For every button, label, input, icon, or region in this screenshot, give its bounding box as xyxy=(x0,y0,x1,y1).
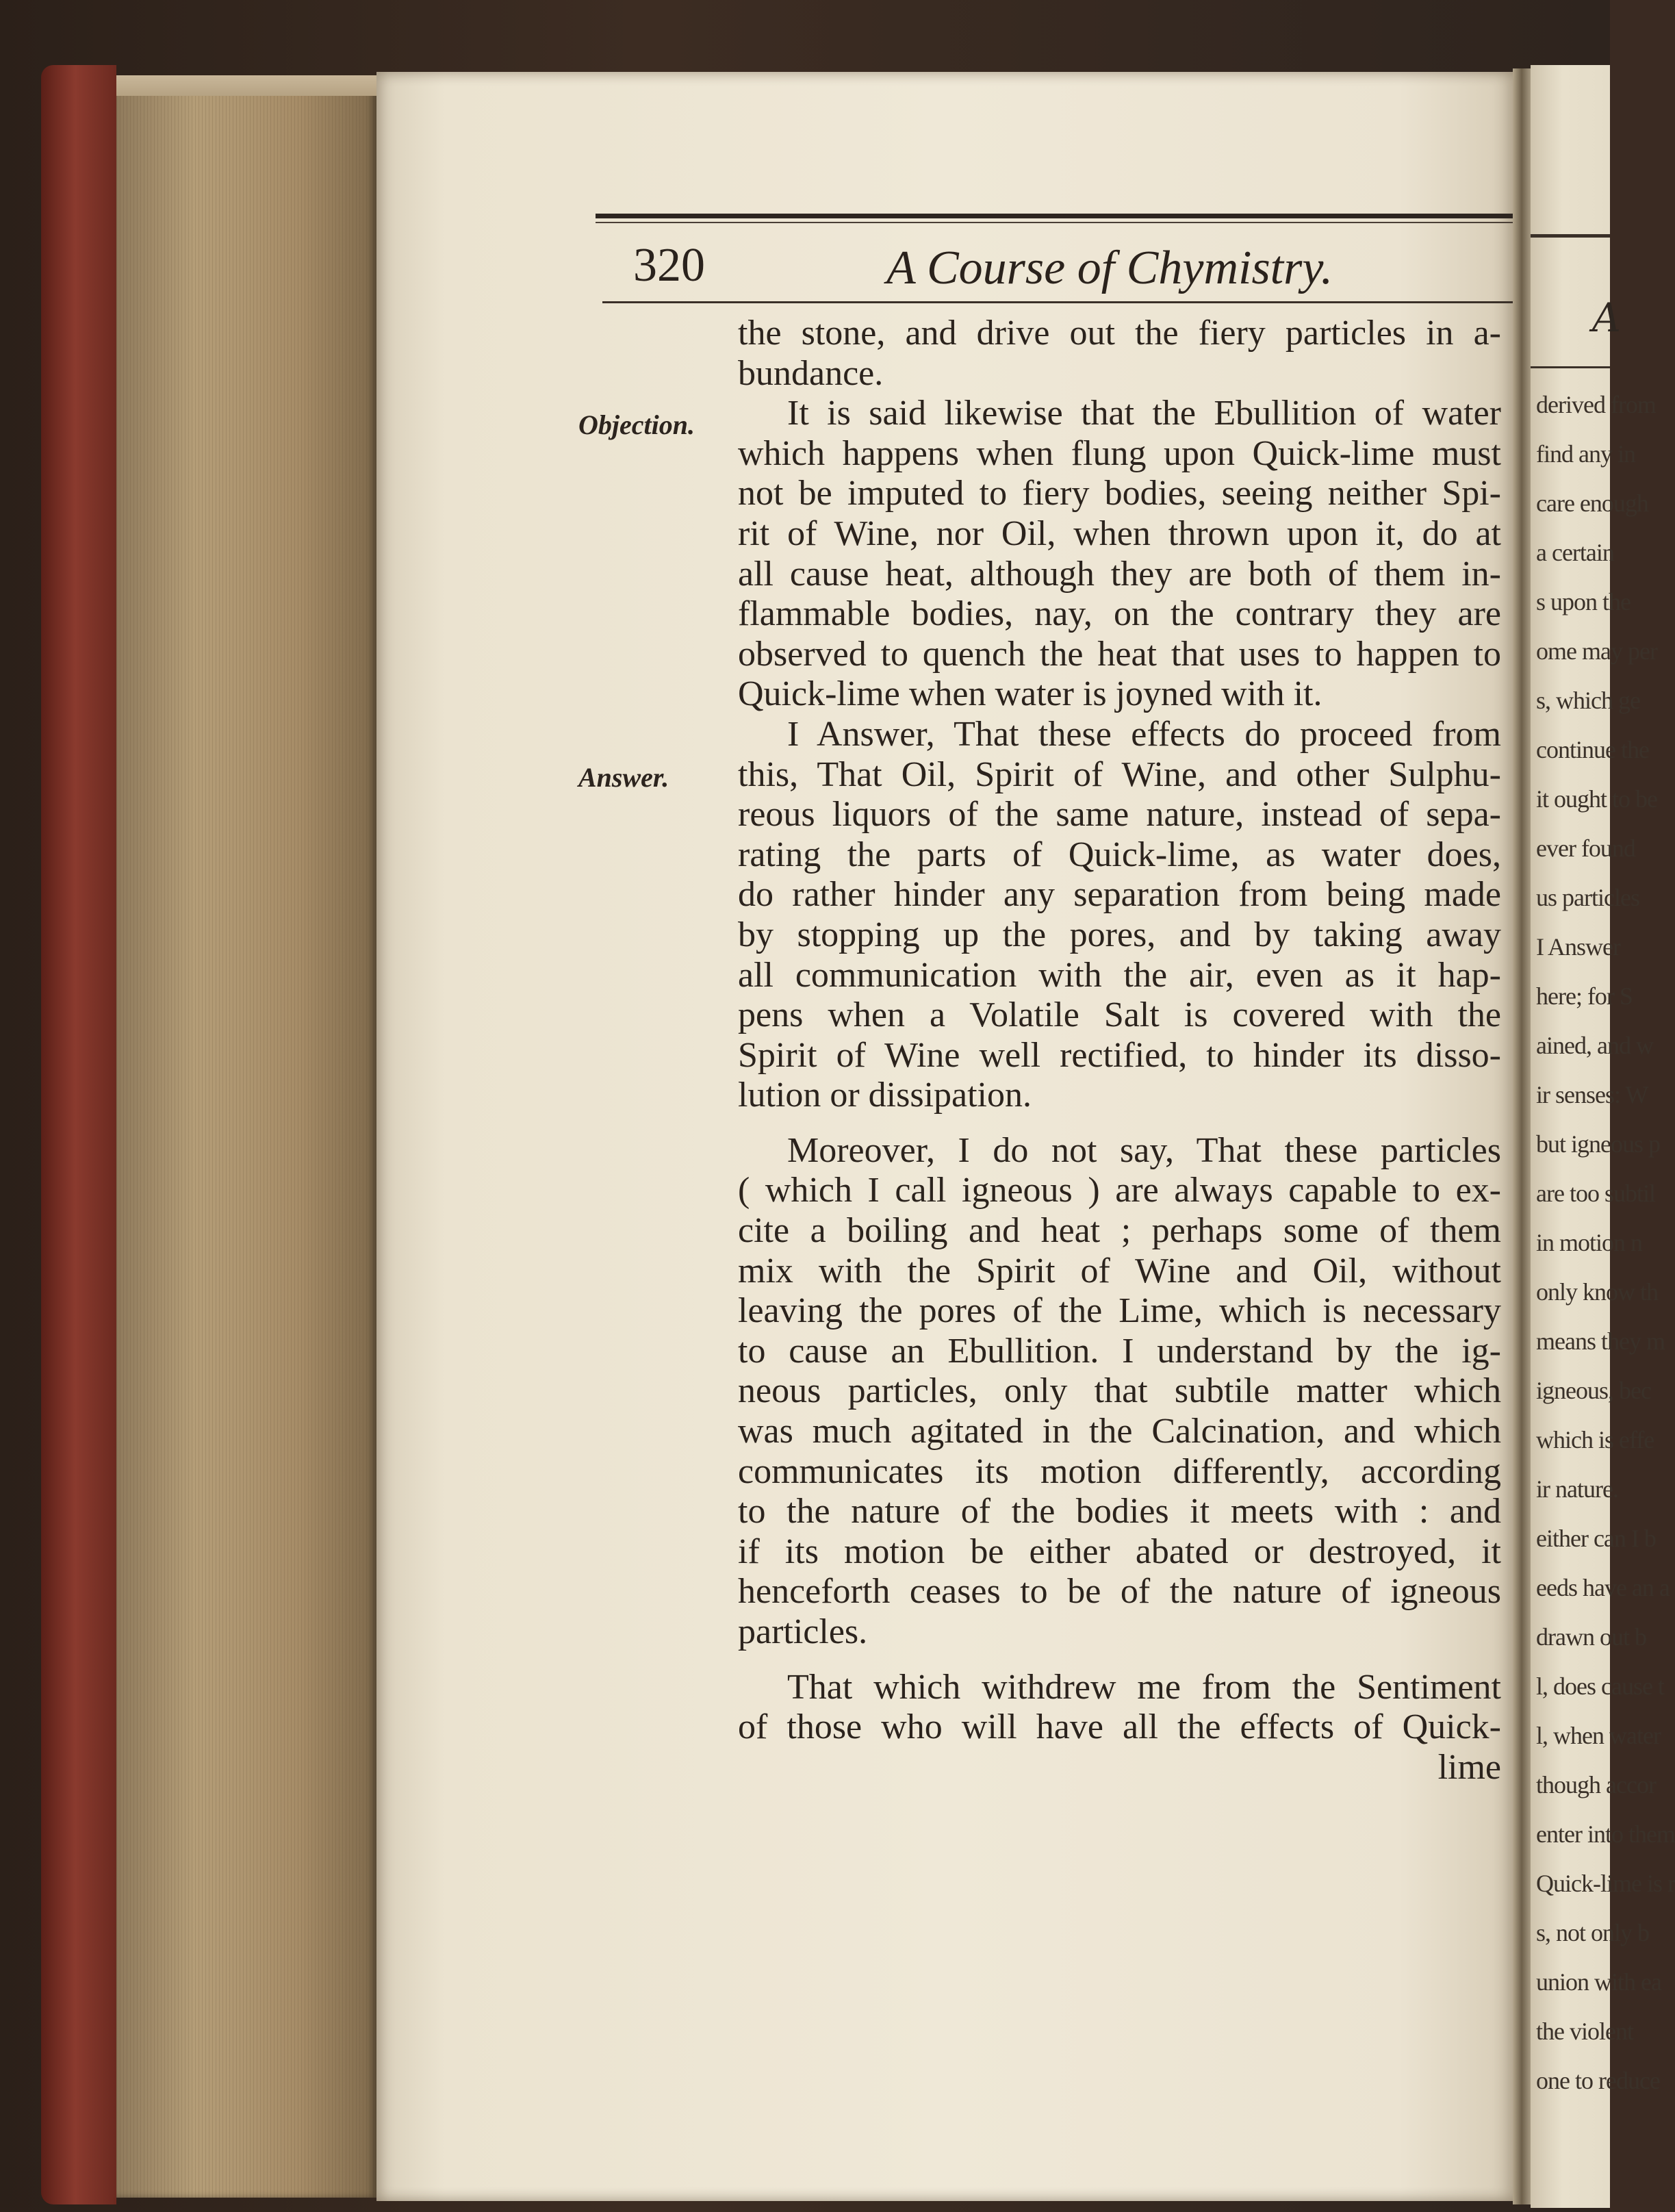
facing-page-line: care enough xyxy=(1536,490,1648,517)
text-line: ( which I call igneous ) are always capable to ex- xyxy=(738,1171,1501,1210)
text-line: flammable bodies, nay, on the contrary they are xyxy=(738,594,1501,634)
text-line: That which withdrew me from the Sentiment xyxy=(787,1667,1501,1707)
facing-page-line: ir nature. xyxy=(1536,1475,1618,1503)
text-line: leaving the pores of the Lime, which is necessary xyxy=(738,1291,1501,1331)
facing-page-line: union with ea xyxy=(1536,1968,1661,1996)
text-line: observed to quench the heat that uses to happen to xyxy=(738,634,1501,674)
book-gutter xyxy=(1513,68,1531,2204)
text-line: all communication with the air, even as it hap- xyxy=(738,955,1501,995)
facing-page-line: s, which ge xyxy=(1536,687,1640,714)
facing-page-line: either can I b xyxy=(1536,1525,1656,1552)
facing-page-line: the violent xyxy=(1536,2018,1633,2045)
text-line: communicates its motion differently, according xyxy=(738,1451,1501,1491)
head-rule-bottom xyxy=(602,301,1513,303)
head-rule-top-thin xyxy=(596,222,1513,223)
facing-page-line: enter into them xyxy=(1536,1820,1675,1848)
text-line: to the nature of the bodies it meets with : and xyxy=(738,1492,1501,1531)
text-line: by stopping up the pores, and by taking away xyxy=(738,915,1501,954)
facing-page-line: ever found xyxy=(1536,835,1635,862)
text-line: pens when a Volatile Salt is covered with the xyxy=(738,995,1501,1035)
head-rule-top xyxy=(596,214,1513,218)
text-line: reous liquors of the same nature, instead of sepa- xyxy=(738,795,1501,835)
facing-page-line: are too subtil xyxy=(1536,1180,1655,1207)
text-line: the stone, and drive out the fiery particles in a- xyxy=(738,314,1501,353)
text-line: all cause heat, although they are both of them in- xyxy=(738,554,1501,594)
text-line: bundance. xyxy=(738,353,884,393)
book-cover-edge xyxy=(41,65,116,2204)
text-line: to cause an Ebullition. I understand by the ig- xyxy=(738,1331,1501,1371)
text-line: of those who will have all the effects of Quick- xyxy=(738,1707,1501,1747)
facing-page-line: continue the xyxy=(1536,736,1649,763)
facing-page-line: means they m xyxy=(1536,1327,1665,1355)
text-line: lution or dissipation. xyxy=(738,1076,1032,1115)
text-line: do rather hinder any separation from being made xyxy=(738,875,1501,915)
facing-page-line: l, when water xyxy=(1536,1722,1661,1749)
text-line: particles. xyxy=(738,1612,868,1651)
facing-page-line: drawn out b xyxy=(1536,1623,1646,1651)
page-block-top xyxy=(116,75,376,96)
facing-page-line: ained, and w xyxy=(1536,1032,1653,1059)
text-line: rating the parts of Quick-lime, as water does, xyxy=(738,835,1501,874)
facing-page-line: l, does cause t xyxy=(1536,1673,1664,1700)
text-line: not be imputed to fiery bodies, seeing neither Spi- xyxy=(738,474,1501,513)
facing-page-line: ome may per xyxy=(1536,637,1657,665)
text-line: Quick-lime when water is joyned with it. xyxy=(738,674,1322,714)
facing-page-rule xyxy=(1531,234,1610,238)
text-line: cite a boiling and heat ; perhaps some of them xyxy=(738,1211,1501,1251)
facing-page-line: I Answer xyxy=(1536,933,1620,961)
text-line: this, That Oil, Spirit of Wine, and other Sulphu- xyxy=(738,754,1501,794)
facing-page-line: s upon the xyxy=(1536,588,1631,615)
facing-page-line: derived from xyxy=(1536,391,1656,418)
facing-page-head: A xyxy=(1592,294,1621,341)
text-line: was much agitated in the Calcination, and which xyxy=(738,1412,1501,1451)
facing-page-line: here; for S xyxy=(1536,982,1633,1010)
facing-page xyxy=(1531,65,1675,2208)
facing-page-line: igneous, bec xyxy=(1536,1377,1651,1404)
text-line: which happens when flung upon Quick-lime must xyxy=(738,433,1501,473)
facing-page-line: though accor xyxy=(1536,1771,1656,1798)
text-line: It is said likewise that the Ebullition of water xyxy=(787,394,1501,433)
text-line: neous particles, only that subtile matter which xyxy=(738,1371,1501,1411)
text-line: I Answer, That these effects do proceed from xyxy=(787,714,1501,754)
facing-page-line: a certain xyxy=(1536,539,1614,566)
text-line: rit of Wine, nor Oil, when thrown upon it, do at xyxy=(738,513,1501,553)
facing-page-line: find any in xyxy=(1536,440,1635,468)
margin-note-answer: Answer. xyxy=(578,762,669,793)
margin-note-objection: Objection. xyxy=(578,409,695,440)
page-number: 320 xyxy=(633,239,705,292)
facing-page-line: but igneous p xyxy=(1536,1130,1660,1158)
facing-page-line: us particles xyxy=(1536,884,1639,911)
text-line: henceforth ceases to be of the nature of igneous xyxy=(738,1572,1501,1612)
catchword: lime xyxy=(1437,1747,1501,1787)
text-line: if its motion be either abated or destroyed, it xyxy=(738,1531,1501,1571)
page-block-fore-edge xyxy=(116,75,376,2198)
running-head-title: A Course of Chymistry. xyxy=(886,242,1333,294)
facing-page-line: in motion n xyxy=(1536,1229,1643,1256)
text-line: mix with the Spirit of Wine and Oil, without xyxy=(738,1251,1501,1291)
facing-page-line: Quick-lime is r xyxy=(1536,1870,1675,1897)
facing-page-rule-lower xyxy=(1531,366,1610,368)
facing-page-line: ir senses: W xyxy=(1536,1081,1648,1108)
facing-page-line: it ought to be xyxy=(1536,785,1657,813)
text-line: Spirit of Wine well rectified, to hinder its disso- xyxy=(738,1035,1501,1075)
body-text xyxy=(738,314,1501,1788)
facing-page-line: eeds have an a xyxy=(1536,1574,1670,1601)
facing-page-line: which is effe xyxy=(1536,1426,1654,1453)
facing-page-line: s, not only b xyxy=(1536,1919,1650,1946)
text-line: Moreover, I do not say, That these particles xyxy=(787,1130,1501,1170)
facing-page-line: only know th xyxy=(1536,1278,1659,1306)
facing-page-line: one to reduce xyxy=(1536,2067,1660,2094)
